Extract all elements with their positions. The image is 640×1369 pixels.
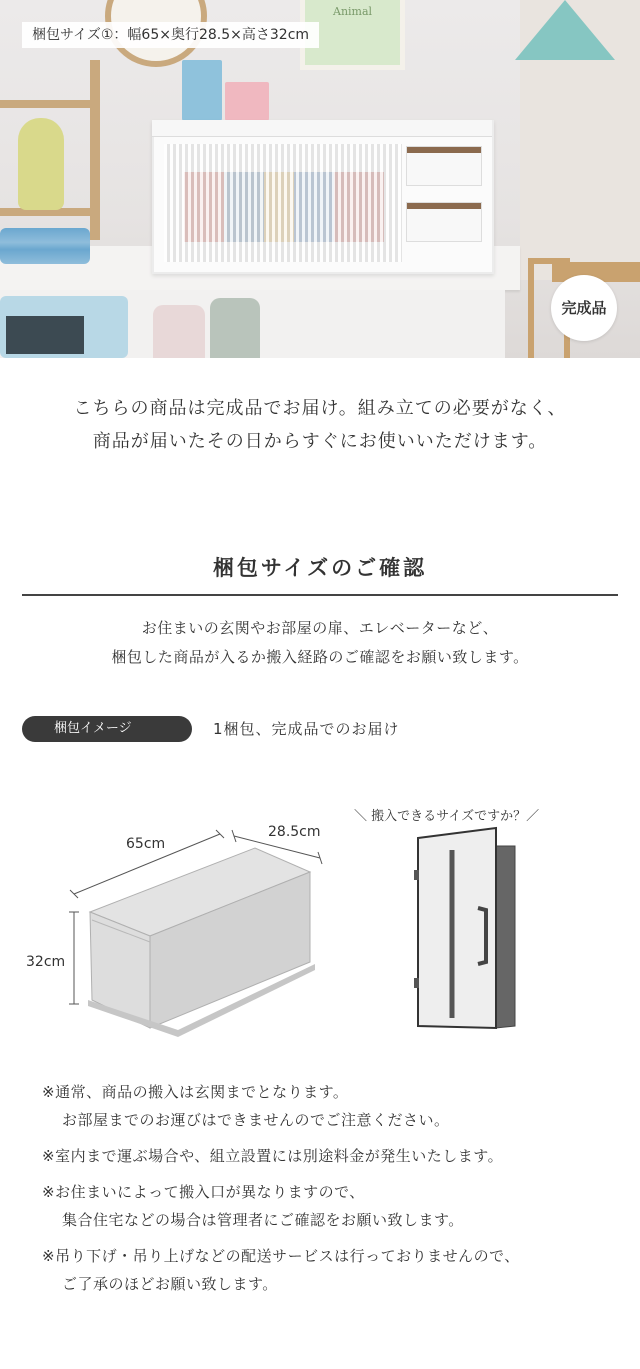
shelf-board — [0, 100, 90, 108]
fluted-glass-door — [164, 144, 402, 262]
jug — [210, 298, 260, 358]
note-item — [42, 1078, 622, 1134]
height-dimension — [26, 912, 79, 1004]
spice-rack — [152, 120, 494, 274]
lead-line: 商品が届いたその日からすぐにお使いいただけます。 — [92, 431, 548, 452]
vase — [18, 118, 64, 210]
note-item — [42, 1178, 622, 1234]
jug — [153, 305, 205, 358]
size-caption: 梱包サイズ①：幅65×奥行28.5×高さ32cm — [22, 22, 319, 48]
cup — [225, 82, 269, 124]
section-description — [0, 614, 640, 672]
rack-drawer — [406, 146, 482, 186]
toaster-oven — [0, 296, 128, 358]
note-line: お部屋までのお運びはできませんのでご注意ください。 — [62, 1111, 450, 1129]
cup — [182, 60, 222, 124]
notes-list — [42, 1078, 622, 1306]
lead-text — [0, 392, 640, 458]
product-photo — [0, 0, 640, 358]
rack-drawer — [406, 202, 482, 242]
note-line: 集合住宅などの場合は管理者にご確認をお願い致します。 — [62, 1211, 464, 1229]
package-diagram — [0, 790, 640, 1050]
finished-product-badge: 完成品 — [551, 275, 617, 341]
note-line: ご了承のほどお願い致します。 — [62, 1275, 278, 1293]
oven-window — [6, 316, 84, 354]
poster-text: Animal — [333, 5, 373, 18]
note-item — [42, 1142, 622, 1170]
plates — [0, 228, 90, 264]
section-divider — [22, 594, 618, 596]
note-line: ※吊り下げ・吊り上げなどの配送サービスは行っておりませんので、 — [42, 1247, 520, 1265]
door-illustration — [414, 828, 515, 1028]
note-item — [42, 1242, 622, 1298]
package-count-label: 1梱包、完成品でのお届け — [213, 720, 400, 738]
rack-top-board — [152, 120, 492, 137]
width-label: 65cm — [126, 836, 166, 852]
door-question: ＼ 搬入できるサイズですか？／ — [354, 809, 540, 824]
note-line: ※通常、商品の搬入は玄関までとなります。 — [42, 1083, 349, 1101]
package-image-pill: 梱包イメージ — [22, 716, 192, 742]
pendant-lamp — [515, 0, 615, 60]
note-line: ※お住まいによって搬入口が異なりますので、 — [42, 1183, 365, 1201]
section-title: 梱包サイズのご確認 — [212, 556, 428, 580]
desc-line: 梱包した商品が入るか搬入経路のご確認をお願い致します。 — [111, 648, 529, 666]
lead-line: こちらの商品は完成品でお届け。組み立ての必要がなく、 — [73, 398, 567, 419]
note-line: ※室内まで運ぶ場合や、組立設置には別途料金が発生いたします。 — [42, 1147, 504, 1165]
depth-label: 28.5cm — [268, 824, 321, 840]
height-label: 32cm — [26, 954, 66, 970]
package-box — [88, 848, 315, 1037]
desc-line: お住まいの玄関やお部屋の扉、エレベーターなど、 — [141, 619, 499, 637]
